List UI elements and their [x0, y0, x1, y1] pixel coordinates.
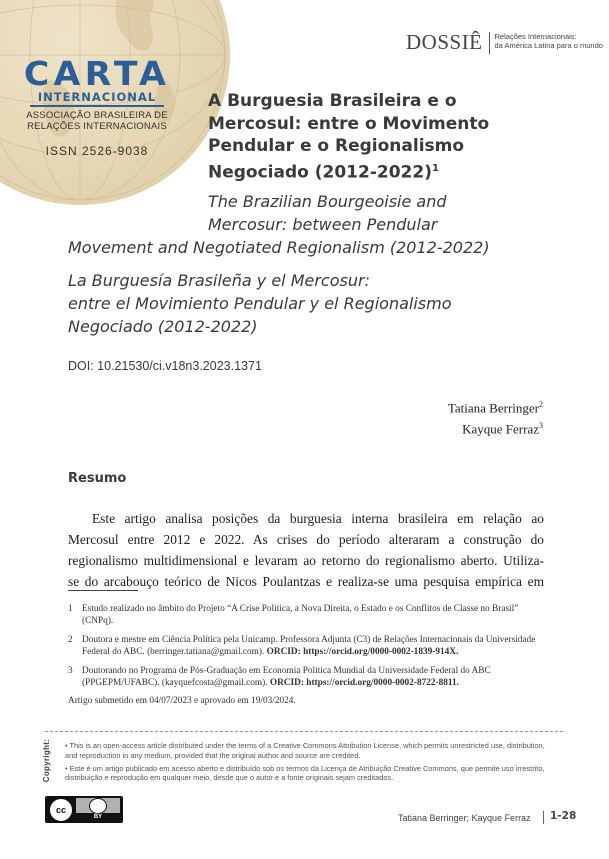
issn: ISSN 2526-9038: [45, 144, 149, 158]
footnote-text: [82, 665, 546, 689]
dossie-subtitle-line2: da América Latina para o mundo: [494, 41, 603, 50]
footnote-body: Doutorando no Programa de Pós-Graduação em Economia Política Mundial da Universidade Federal do ABC (PPGEPM/UFABC). (kayquefcosta@gmail.com).: [82, 666, 491, 688]
doi-link[interactable]: DOI: 10.21530/ci.v18n3.2023.1371: [68, 359, 262, 373]
journal-logo: [22, 54, 172, 158]
orcid-link[interactable]: https://orcid.org/0000-0002-8722-8811.: [306, 678, 459, 688]
footnote-text: [82, 603, 546, 627]
title-en-line3: Movement and Negotiated Regionalism (2012-2022): [68, 238, 490, 257]
author-2-name: Kayque Ferraz: [462, 421, 539, 437]
title-en-line2: Mercosur: between Pendular: [208, 215, 438, 234]
author-2: [462, 421, 543, 437]
license-text: [65, 741, 547, 786]
author-2-mark[interactable]: 3: [539, 421, 543, 430]
copyright-divider: [45, 731, 563, 732]
by-label: BY: [76, 813, 120, 821]
title-pt-line4-text: Negociado (2012-2022): [208, 162, 432, 183]
footnote-number: 1: [68, 604, 73, 614]
copyright-label: [42, 738, 58, 788]
dossie-subtitle-line1: Relações Internacionais:: [494, 32, 577, 41]
license-text-pt: • Este é um artigo publicado em acesso aberto e distribuído sob os termos da Licença de Atribuição Creative Commons, que permite uso irrestrito, distribuição e reprodução em qualquer meio, desde que o autor e a fonte originais sejam creditados.: [65, 763, 545, 783]
title-es-line1: La Burguesía Brasileña y el Mercosur:: [68, 271, 370, 290]
orcid-link[interactable]: https://orcid.org/0000-0002-1839-914X.: [303, 647, 459, 657]
dossie-divider: [489, 32, 490, 54]
author-1-mark[interactable]: 2: [539, 400, 543, 409]
submission-dates: Artigo submetido em 04/07/2023 e aprovado em 19/03/2024.: [68, 696, 296, 706]
copyright-label-text: Copyright:: [42, 738, 52, 783]
footnote-number: 2: [68, 635, 73, 645]
abstract-line-2: Mercosul entre 2012 e 2022. As crises do período alteraram a construção do: [68, 532, 544, 547]
logo-carta-text: CARTA: [23, 54, 171, 93]
title-footnote-mark[interactable]: 1: [431, 162, 439, 174]
logo-association-line1: ASSOCIAÇÃO BRASILEIRA DE: [26, 110, 168, 121]
abstract-line-4: se do arcabouço teórico de Nicos Poulantzas e realiza-se uma pesquisa empírica em: [68, 574, 544, 589]
abstract-line-3: regionalismo multidimensional e levaram ao retorno do regionalismo aberto. Utiliza-: [68, 553, 544, 568]
dossie-label: DOSSIÊ: [406, 30, 483, 54]
title-english: [68, 190, 538, 259]
cc-by-license-icon[interactable]: [45, 796, 123, 823]
footnote-body: Estudo realizado no âmbito do Projeto “A Crise Política, a Nova Direita, o Estado e os Conflitos de Classe no Brasil” (CNPq).: [82, 604, 519, 626]
orcid-label: ORCID:: [266, 647, 301, 657]
title-en-line1: The Brazilian Bourgeoisie and: [208, 192, 447, 211]
author-1: [448, 400, 543, 416]
title-pt-line1: A Burguesia Brasileira e o: [208, 91, 457, 111]
title-es-line3: Negociado (2012-2022): [68, 317, 258, 336]
footnote-item: [68, 665, 546, 689]
abstract-line-1: Este artigo analisa posições da burguesia interna brasileira em relação ao: [92, 511, 544, 526]
title-spanish: [68, 269, 528, 338]
cc-icon: cc: [49, 798, 73, 822]
logo-association-line2: RELAÇÕES INTERNACIONAIS: [27, 121, 167, 132]
title-es-line2: entre el Movimiento Pendular y el Regionalismo: [68, 294, 452, 313]
license-text-en: • This is an open-access article distributed under the terms of a Creative Commons Attribution License, which permits unrestricted use, distribution, and reproduction in any medium, provided that the original author and source are credited.: [65, 741, 545, 760]
footnote-body: Doutora e mestre em Ciência Política pela Unicamp. Professora Adjunta (C3) de Relações Internacionais da Universidade Federal do ABC. (berringer.tatiana@gmail.com).: [82, 635, 536, 657]
footnote-item: [68, 603, 546, 627]
footnote-item: [68, 634, 546, 658]
footer-authors: Tatiana Berringer; Kayque Ferraz: [398, 813, 531, 823]
title-pt-line4: [208, 158, 538, 184]
author-1-name: Tatiana Berringer: [447, 400, 539, 416]
title-pt-line2: Mercosul: entre o Movimento: [208, 113, 490, 134]
footnote-divider: [68, 590, 138, 591]
title-portuguese: [208, 90, 538, 184]
dossie-subtitle: [495, 30, 603, 50]
abstract-body: [68, 508, 544, 592]
dossie-header: [406, 30, 603, 54]
page-number: 1-28: [550, 810, 577, 822]
person-icon: [89, 798, 107, 814]
title-pt-line3: Pendular e o Regionalismo: [208, 136, 465, 156]
logo-internacional-text: INTERNACIONAL: [30, 90, 164, 107]
footnote-text: [82, 634, 546, 658]
footnotes: [68, 603, 546, 707]
footnote-number: 3: [68, 666, 73, 676]
orcid-label: ORCID:: [269, 678, 304, 688]
abstract-heading: Resumo: [68, 471, 127, 486]
footer-divider: [543, 811, 544, 824]
